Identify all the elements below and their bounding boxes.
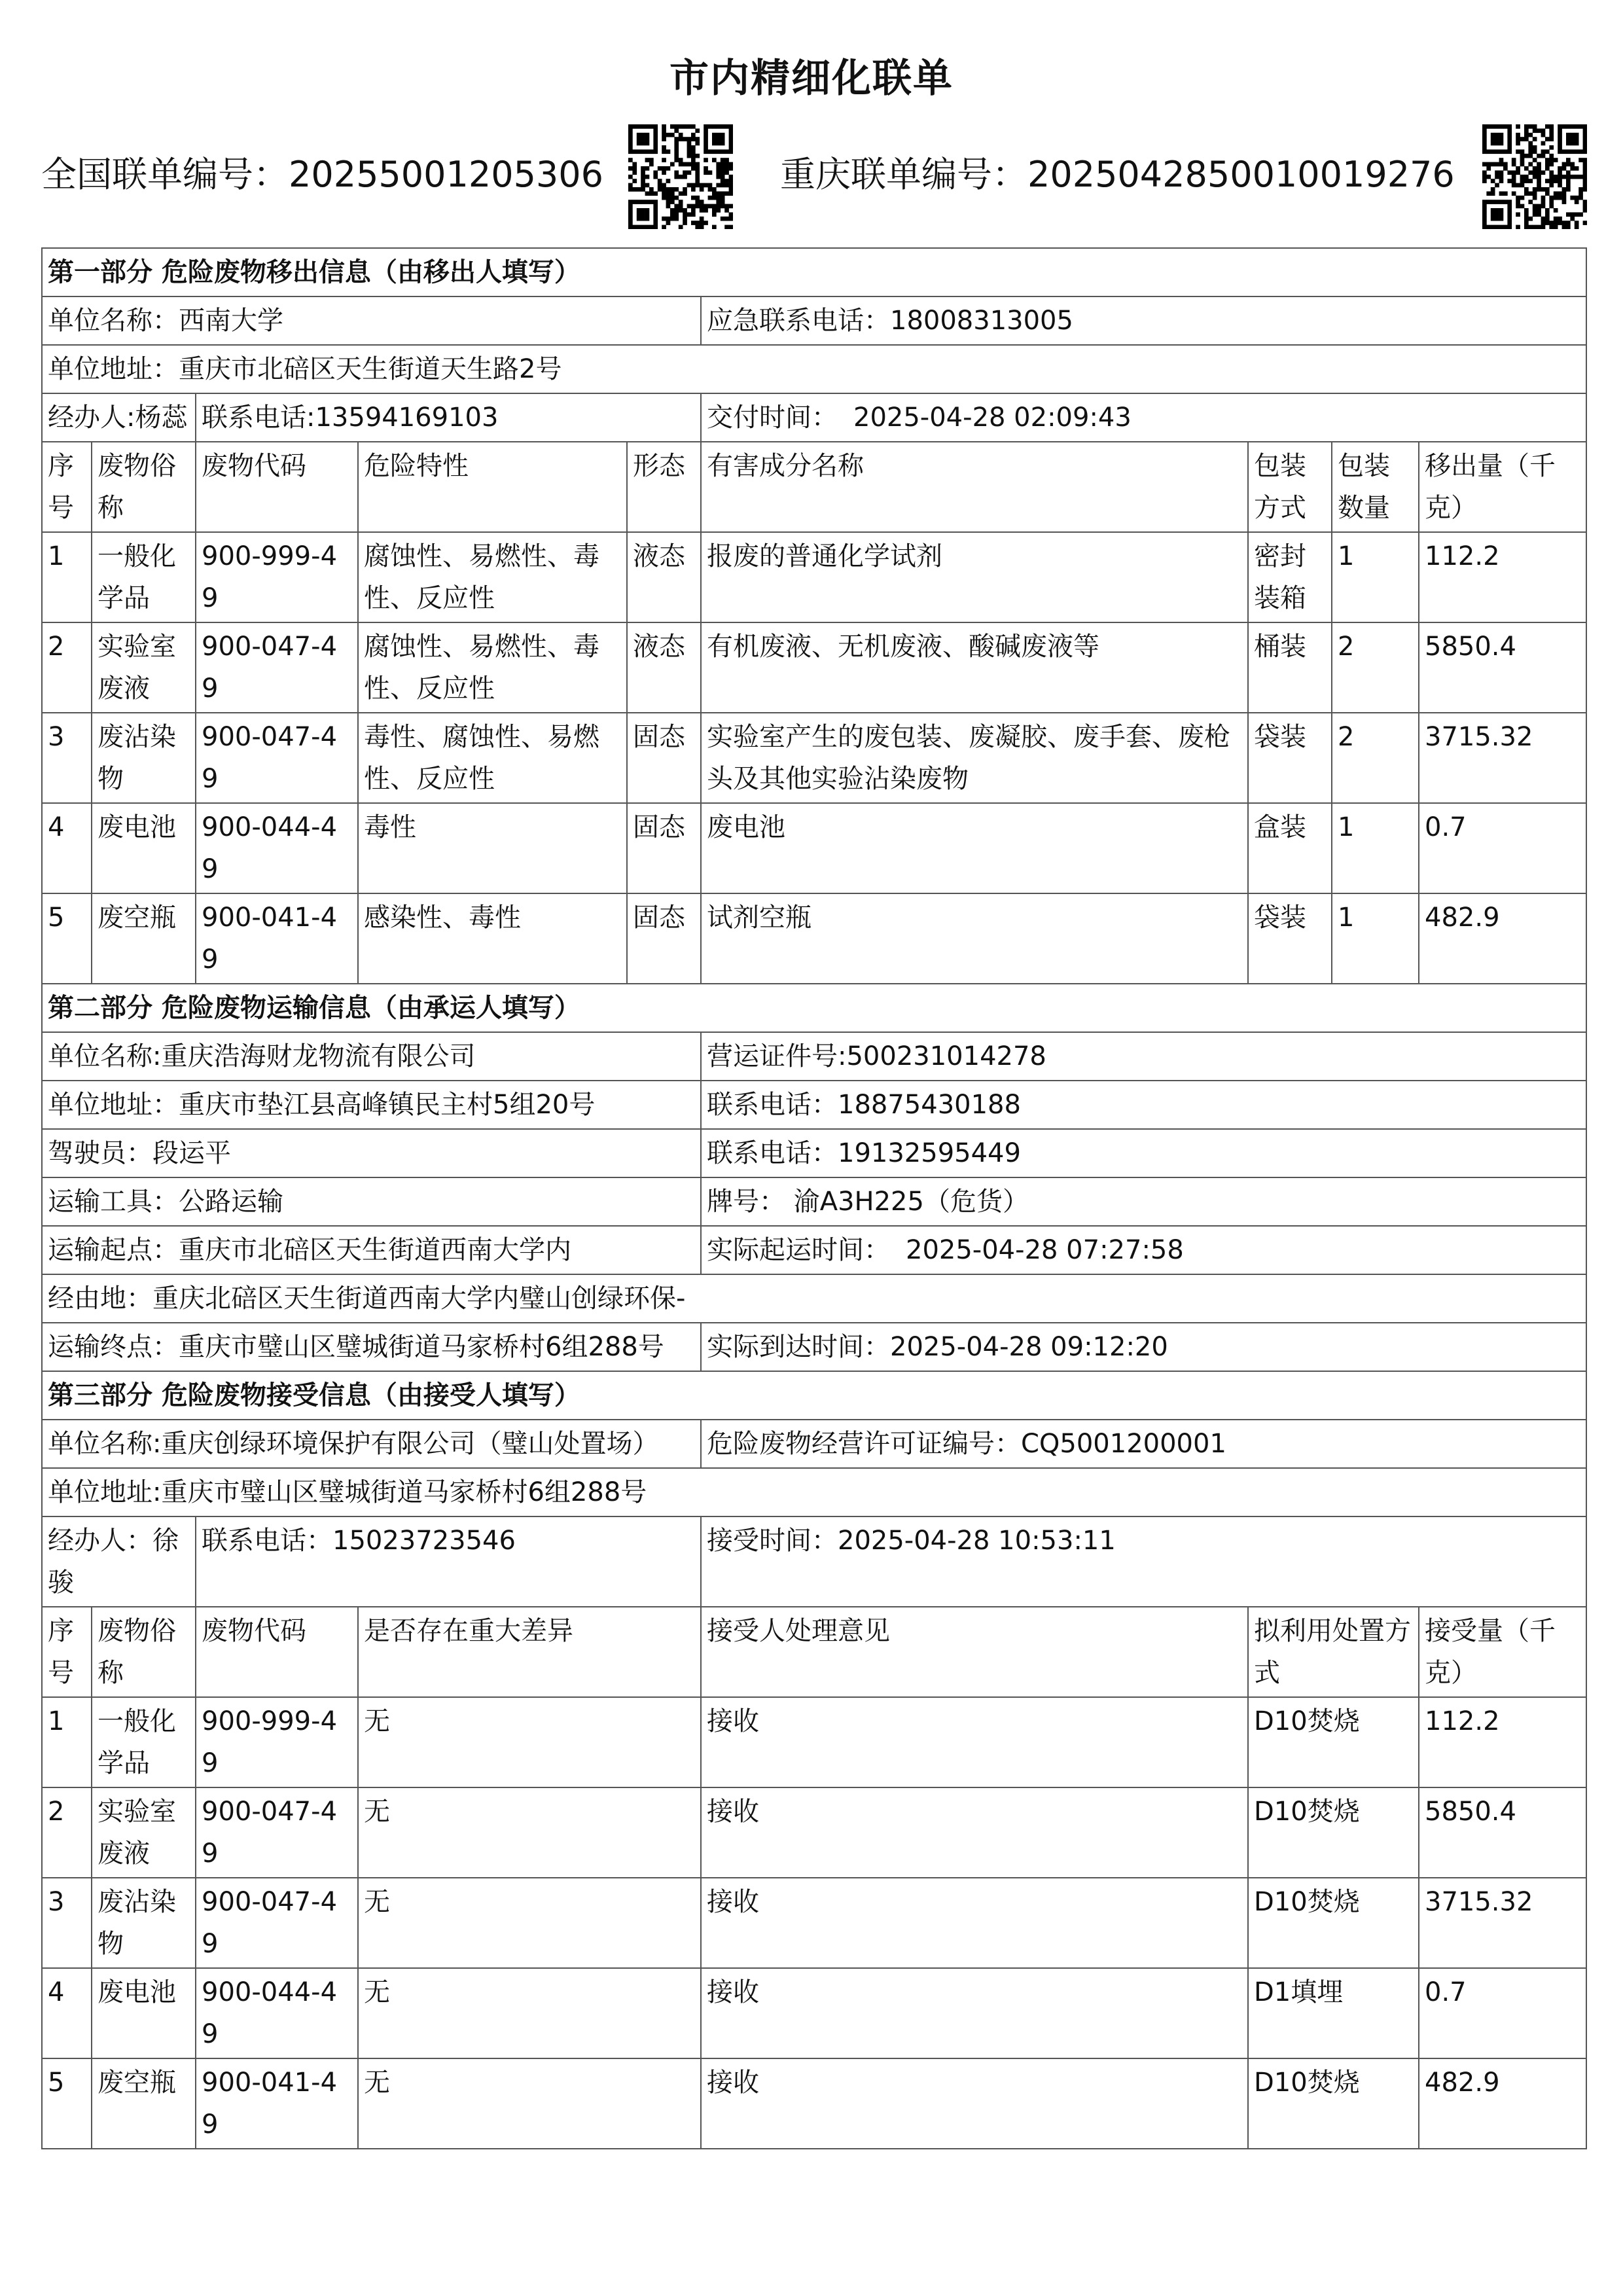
part3-cell-waste-code: 900-999-49 — [196, 1697, 358, 1787]
part3-cell-receiver-opinion: 接收 — [701, 2058, 1248, 2149]
part3-unit-name: 单位名称:重庆创绿环境保护有限公司（璧山处置场） — [42, 1420, 701, 1468]
part1-header-removed-weight: 移出量（千克） — [1419, 442, 1586, 532]
national-manifest-number — [41, 152, 603, 198]
part1-cell-harmful-components: 有机废液、无机废液、酸碱废液等 — [701, 622, 1248, 713]
part3-heading: 第三部分 危险废物接受信息（由接受人填写） — [42, 1371, 1586, 1420]
part3-cell-received-weight: 3715.32 — [1419, 1878, 1586, 1968]
part1-cell-waste-code: 900-041-49 — [196, 893, 358, 984]
national-number: 20255001205306 — [289, 154, 603, 195]
part1-cell-removed-weight: 112.2 — [1419, 532, 1586, 622]
part1-cell-packaging: 盒装 — [1248, 803, 1332, 893]
part1-cell-form: 液态 — [627, 622, 701, 713]
chongqing-number: 2025042850010019276 — [1027, 154, 1455, 195]
part1-table-row — [42, 532, 1586, 622]
part3-address: 单位地址:重庆市璧山区璧城街道马家桥村6组288号 — [42, 1468, 1586, 1516]
part3-cell-common-name: 一般化学品 — [92, 1697, 196, 1787]
part1-heading: 第一部分 危险废物移出信息（由移出人填写） — [42, 248, 1586, 296]
part3-cell-common-name: 废空瓶 — [92, 2058, 196, 2149]
part2-license: 营运证件号:500231014278 — [701, 1032, 1586, 1081]
part3-cell-waste-code: 900-044-49 — [196, 1968, 358, 2058]
part1-header-packaging: 包装方式 — [1248, 442, 1332, 532]
part1-cell-package-count: 1 — [1332, 803, 1419, 893]
part1-cell-hazard: 毒性、腐蚀性、易燃性、反应性 — [358, 713, 627, 803]
part3-cell-receiver-opinion: 接收 — [701, 1697, 1248, 1787]
part2-heading: 第二部分 危险废物运输信息（由承运人填写） — [42, 984, 1586, 1032]
part3-header-disposal-method: 拟利用处置方式 — [1248, 1607, 1419, 1697]
chongqing-label: 重庆联单编号： — [780, 154, 1027, 195]
part3-cell-common-name: 废电池 — [92, 1968, 196, 2058]
part1-cell-seq: 3 — [42, 713, 92, 803]
part1-emergency-phone: 应急联系电话：18008313005 — [701, 296, 1586, 345]
part3-cell-common-name: 实验室废液 — [92, 1787, 196, 1878]
part1-cell-form: 固态 — [627, 893, 701, 984]
part3-column-header — [42, 1607, 1586, 1697]
part3-receive-time: 接受时间：2025-04-28 10:53:11 — [701, 1516, 1586, 1607]
part2-unit-name: 单位名称:重庆浩海财龙物流有限公司 — [42, 1032, 701, 1081]
part1-cell-hazard: 感染性、毒性 — [358, 893, 627, 984]
part1-cell-removed-weight: 5850.4 — [1419, 622, 1586, 713]
part3-table-row — [42, 2058, 1586, 2149]
part2-route: 经由地：重庆北碚区天生街道西南大学内璧山创绿环保- — [42, 1274, 1586, 1323]
part1-unit-name: 单位名称：西南大学 — [42, 296, 701, 345]
part1-cell-harmful-components: 报废的普通化学试剂 — [701, 532, 1248, 622]
part2-start: 运输起点：重庆市北碚区天生街道西南大学内 — [42, 1226, 701, 1274]
part3-cell-received-weight: 5850.4 — [1419, 1787, 1586, 1878]
part1-cell-package-count: 2 — [1332, 622, 1419, 713]
part3-cell-significant-difference: 无 — [358, 1787, 701, 1878]
part3-cell-received-weight: 112.2 — [1419, 1697, 1586, 1787]
part1-cell-common-name: 废沾染物 — [92, 713, 196, 803]
part3-header-common-name: 废物俗称 — [92, 1607, 196, 1697]
part1-cell-harmful-components: 废电池 — [701, 803, 1248, 893]
part3-cell-received-weight: 482.9 — [1419, 2058, 1586, 2149]
part1-cell-form: 固态 — [627, 713, 701, 803]
national-qr-code-icon — [628, 124, 733, 229]
manifest-form — [41, 247, 1587, 2149]
page-title: 市内精细化联单 — [669, 56, 954, 101]
part3-header-waste-code: 废物代码 — [196, 1607, 358, 1697]
part2-plate: 牌号： 渝A3H225（危货） — [701, 1177, 1586, 1226]
part1-cell-hazard: 毒性 — [358, 803, 627, 893]
part3-cell-disposal-method: D10焚烧 — [1248, 1787, 1419, 1878]
part3-table-row — [42, 1878, 1586, 1968]
part1-handler: 经办人:杨蕊 — [42, 393, 196, 442]
part3-handler: 经办人：徐骏 — [42, 1516, 196, 1607]
part1-cell-removed-weight: 482.9 — [1419, 893, 1586, 984]
part3-cell-disposal-method: D10焚烧 — [1248, 1697, 1419, 1787]
part3-header-received-weight: 接受量（千克） — [1419, 1607, 1586, 1697]
part2-end: 运输终点：重庆市璧山区璧城街道马家桥村6组288号 — [42, 1323, 701, 1371]
part2-phone1: 联系电话：18875430188 — [701, 1081, 1586, 1129]
part1-cell-harmful-components: 试剂空瓶 — [701, 893, 1248, 984]
part3-contact: 联系电话：15023723546 — [196, 1516, 701, 1607]
part1-cell-packaging: 袋装 — [1248, 713, 1332, 803]
part1-cell-seq: 1 — [42, 532, 92, 622]
part1-contact: 联系电话:13594169103 — [196, 393, 701, 442]
part1-cell-seq: 5 — [42, 893, 92, 984]
part1-handover-time — [701, 393, 1586, 442]
part3-cell-disposal-method: D10焚烧 — [1248, 2058, 1419, 2149]
part1-table-row — [42, 893, 1586, 984]
chongqing-qr-code-icon — [1482, 124, 1587, 229]
part1-cell-package-count: 1 — [1332, 532, 1419, 622]
part1-header-harmful-components: 有害成分名称 — [701, 442, 1248, 532]
handover-value: 2025-04-28 02:09:43 — [853, 403, 1132, 433]
part1-cell-waste-code: 900-044-49 — [196, 803, 358, 893]
part1-cell-hazard: 腐蚀性、易燃性、毒性、反应性 — [358, 622, 627, 713]
part1-header-seq: 序号 — [42, 442, 92, 532]
part3-cell-seq: 3 — [42, 1878, 92, 1968]
part1-cell-waste-code: 900-999-49 — [196, 532, 358, 622]
part2-address: 单位地址：重庆市垫江县高峰镇民主村5组20号 — [42, 1081, 701, 1129]
part1-cell-removed-weight: 3715.32 — [1419, 713, 1586, 803]
part3-cell-waste-code: 900-047-49 — [196, 1787, 358, 1878]
part1-cell-hazard: 腐蚀性、易燃性、毒性、反应性 — [358, 532, 627, 622]
part3-header-receiver-opinion: 接受人处理意见 — [701, 1607, 1248, 1697]
part3-table-row — [42, 1697, 1586, 1787]
part2-driver: 驾驶员：段运平 — [42, 1129, 701, 1177]
part1-cell-packaging: 密封装箱 — [1248, 532, 1332, 622]
part3-table-row — [42, 1787, 1586, 1878]
part1-table-row — [42, 622, 1586, 713]
part3-cell-disposal-method: D10焚烧 — [1248, 1878, 1419, 1968]
part1-cell-common-name: 废空瓶 — [92, 893, 196, 984]
part1-cell-packaging: 桶装 — [1248, 622, 1332, 713]
part1-cell-package-count: 1 — [1332, 893, 1419, 984]
part1-header-waste-code: 废物代码 — [196, 442, 358, 532]
part1-cell-package-count: 2 — [1332, 713, 1419, 803]
part1-cell-waste-code: 900-047-49 — [196, 713, 358, 803]
part1-cell-waste-code: 900-047-49 — [196, 622, 358, 713]
part2-arrive-time: 实际到达时间：2025-04-28 09:12:20 — [701, 1323, 1586, 1371]
part1-cell-harmful-components: 实验室产生的废包装、废凝胶、废手套、废枪头及其他实验沾染废物 — [701, 713, 1248, 803]
part3-cell-seq: 4 — [42, 1968, 92, 2058]
part3-permit: 危险废物经营许可证编号：CQ5001200001 — [701, 1420, 1586, 1468]
part3-header-seq: 序号 — [42, 1607, 92, 1697]
part1-address: 单位地址：重庆市北碚区天生街道天生路2号 — [42, 345, 1586, 393]
part3-cell-significant-difference: 无 — [358, 1968, 701, 2058]
depart-value: 2025-04-28 07:27:58 — [906, 1235, 1184, 1265]
depart-label: 实际起运时间： — [707, 1235, 890, 1265]
part1-cell-form: 液态 — [627, 532, 701, 622]
part3-cell-waste-code: 900-047-49 — [196, 1878, 358, 1968]
part3-cell-seq: 1 — [42, 1697, 92, 1787]
part1-cell-form: 固态 — [627, 803, 701, 893]
part1-header-package-count: 包装数量 — [1332, 442, 1419, 532]
part1-cell-common-name: 废电池 — [92, 803, 196, 893]
part3-header-significant-difference: 是否存在重大差异 — [358, 1607, 701, 1697]
part1-cell-seq: 2 — [42, 622, 92, 713]
chongqing-manifest-number — [780, 152, 1455, 198]
part3-cell-significant-difference: 无 — [358, 2058, 701, 2149]
part3-cell-significant-difference: 无 — [358, 1878, 701, 1968]
part1-header-common-name: 废物俗称 — [92, 442, 196, 532]
part3-cell-significant-difference: 无 — [358, 1697, 701, 1787]
part3-cell-receiver-opinion: 接收 — [701, 1968, 1248, 2058]
part3-cell-received-weight: 0.7 — [1419, 1968, 1586, 2058]
part1-cell-common-name: 实验室废液 — [92, 622, 196, 713]
part1-cell-common-name: 一般化学品 — [92, 532, 196, 622]
part2-depart-time — [701, 1226, 1586, 1274]
national-label: 全国联单编号： — [41, 154, 289, 195]
part1-table-row — [42, 803, 1586, 893]
part3-cell-disposal-method: D1填埋 — [1248, 1968, 1419, 2058]
part1-table-row — [42, 713, 1586, 803]
part1-header-hazard: 危险特性 — [358, 442, 627, 532]
part3-cell-seq: 2 — [42, 1787, 92, 1878]
part3-cell-common-name: 废沾染物 — [92, 1878, 196, 1968]
part1-header-form: 形态 — [627, 442, 701, 532]
handover-label: 交付时间： — [707, 403, 838, 433]
part3-cell-receiver-opinion: 接收 — [701, 1787, 1248, 1878]
part3-cell-seq: 5 — [42, 2058, 92, 2149]
part3-table-row — [42, 1968, 1586, 2058]
part1-column-header — [42, 442, 1586, 532]
part2-vehicle: 运输工具：公路运输 — [42, 1177, 701, 1226]
part1-cell-packaging: 袋装 — [1248, 893, 1332, 984]
part2-phone2: 联系电话：19132595449 — [701, 1129, 1586, 1177]
part1-cell-removed-weight: 0.7 — [1419, 803, 1586, 893]
part1-cell-seq: 4 — [42, 803, 92, 893]
part3-cell-receiver-opinion: 接收 — [701, 1878, 1248, 1968]
part3-cell-waste-code: 900-041-49 — [196, 2058, 358, 2149]
